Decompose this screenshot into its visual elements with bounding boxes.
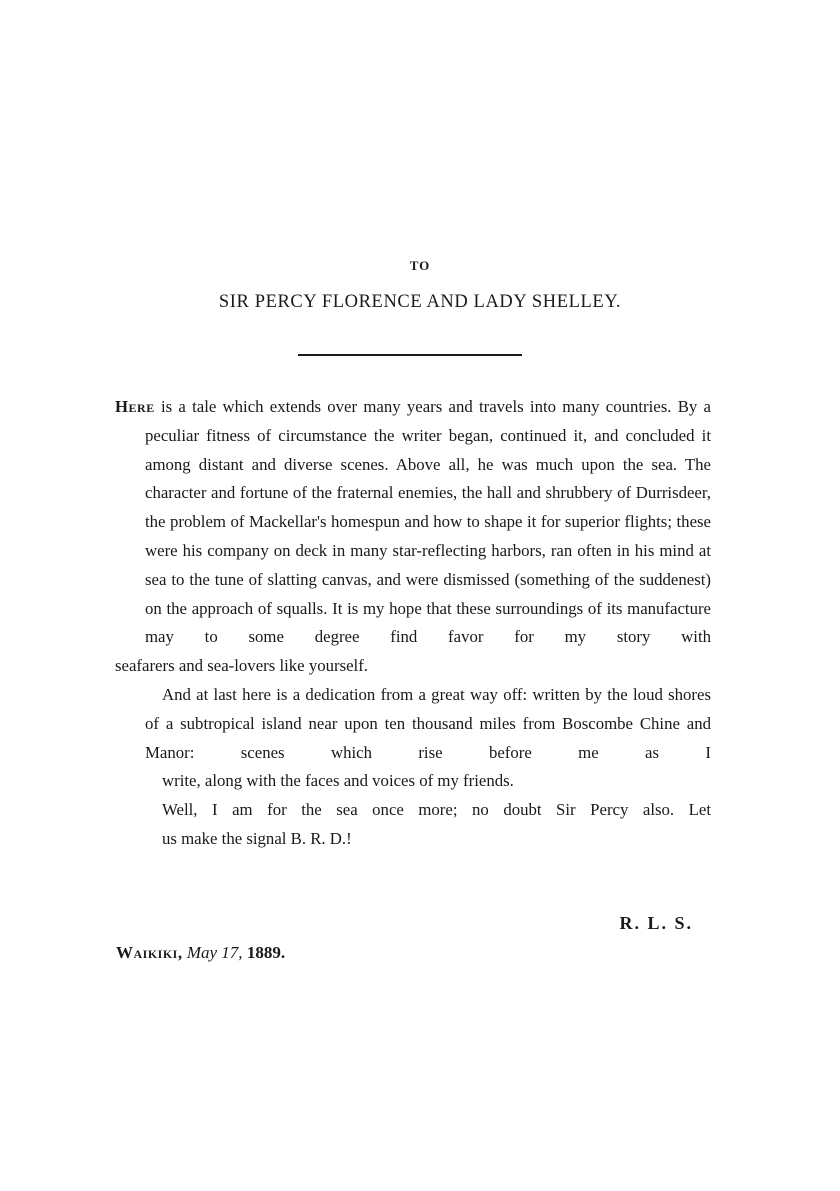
paragraph-2-last-line: write, along with the faces and voices of my friends. — [162, 771, 514, 791]
paragraph-1-lead-word: Here — [115, 397, 155, 416]
paragraph-1 — [115, 393, 711, 681]
paragraph-1-text: is a tale which extends over many years and travels into many countries. By a peculiar fitness of circumstance the writer began, continued it, and concluded it among distant and diverse scenes. Above all, he was much upon the sea. The character and fortune of the fraternal enemies, the hall and shrubbery of Durrisdeer, the problem of Mackellar's homespun and how to shape it for superior flights; these were his company on deck in many star-reflecting harbors, ran often in his mind at sea to the tune of slatting canvas, and were dismissed (something of the suddenest) on the approach of squalls. It is my hope that these surroundings of its manufacture may to some degree find favor for my story with — [145, 397, 711, 647]
dateline-year: 1889. — [246, 943, 286, 962]
paragraph-3-text: Well, I am for the sea once more; no doubt Sir Percy also. Let — [162, 800, 711, 820]
paragraph-3-last-line: us make the signal B. R. D.! — [162, 828, 352, 848]
dateline-place: Waikiki, — [116, 943, 183, 962]
dedicatee-title: SIR PERCY FLORENCE AND LADY SHELLEY. — [218, 292, 622, 312]
dedication-body — [115, 393, 711, 854]
paragraph-1-last-line: seafarers and sea-lovers like yourself. — [115, 656, 369, 676]
title-divider — [298, 354, 522, 356]
signature-initials: R. L. S. — [619, 913, 693, 933]
dateline-month-day: May 17, — [186, 943, 243, 962]
paragraph-2 — [145, 681, 711, 796]
paragraph-2-text: And at last here is a dedication from a great way off: written by the loud shores of a subtropical island near upon ten thousand miles from Boscombe Chine and Manor: scenes which rise before me as I — [145, 684, 711, 762]
dateline — [116, 943, 285, 963]
paragraph-3 — [145, 796, 711, 854]
dedication-to: TO — [409, 258, 431, 273]
